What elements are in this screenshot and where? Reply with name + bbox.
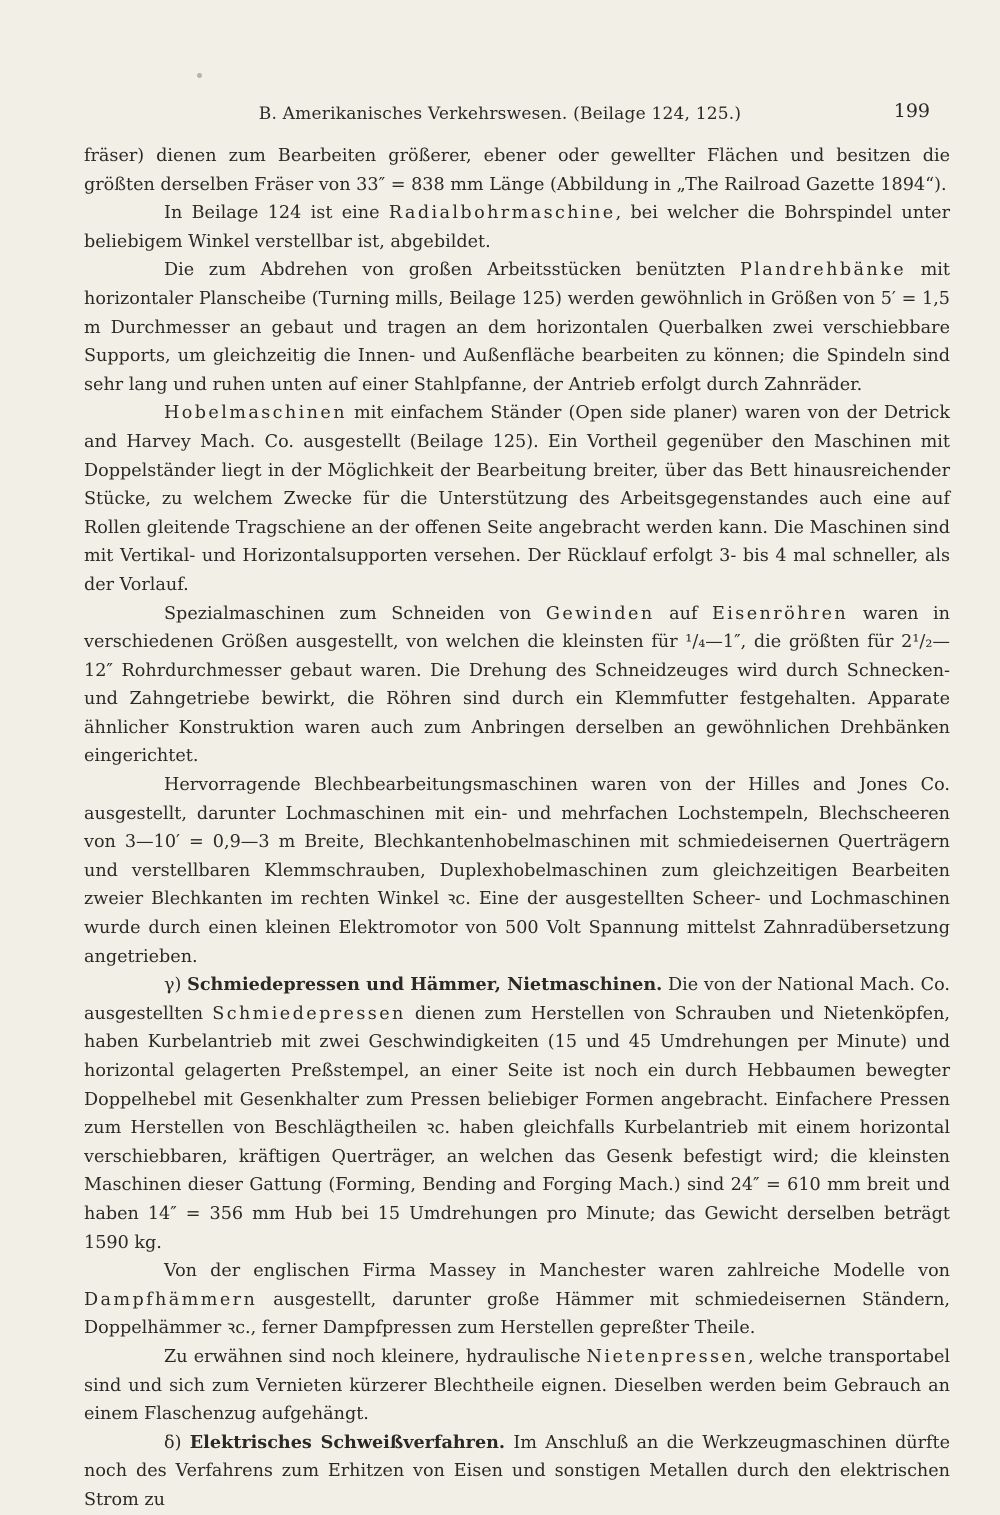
paragraph <box>84 1257 950 1343</box>
text-run: mit einfachem Ständer (Open side planer) waren von der Detrick and Harvey Mach. Co. ausgestellt (Beilage 125). Ein Vortheil gegenüber den Maschinen mit Doppelständer liegt in der Möglichkeit der Bearbeitung breiter, über das Bett hinausreichender Stücke, zu welchem Zwecke für die Unterstützung des Arbeitsgegenstandes auch eine auf Rollen gleitende Tragschiene an der offenen Seite angebracht werden kann. Die Maschinen sind mit Vertikal- und Horizontalsupporten versehen. Der Rücklauf erfolgt 3- bis 4 mal schneller, als der Vorlauf. <box>84 403 950 595</box>
text-run: Die zum Abdrehen von großen Arbeitsstücken benützten <box>164 260 740 281</box>
paragraph <box>84 199 950 256</box>
paragraph <box>84 142 950 199</box>
spaced-term: Dampfhämmern <box>84 1289 258 1310</box>
text-run: , bei welcher die Bohrspindel unter beliebigem Winkel verstellbar ist, abgebildet. <box>84 203 950 252</box>
text-run: Spezialmaschinen zum Schneiden von <box>164 603 546 624</box>
text-run: , welche transportabel sind und sich zum Vernieten kürzerer Blechtheile eignen. Dieselben werden beim Gebrauch an einem Flaschenzug aufgehängt. <box>84 1346 950 1425</box>
text-run: Zu erwähnen sind noch kleinere, hydraulische <box>164 1346 587 1367</box>
spaced-term: Gewinden <box>545 603 655 624</box>
text-run: In Beilage 124 ist eine <box>164 203 389 224</box>
spaced-term: Schmiedepressen <box>212 1003 406 1024</box>
spaced-term: Nietenpressen <box>586 1346 748 1367</box>
paragraph <box>84 1343 950 1429</box>
running-head: B. Amerikanisches Verkehrswesen. (Beilage 124, 125.) <box>258 104 742 124</box>
text-run: Von der englischen Firma Massey in Manchester waren zahlreiche Modelle von <box>164 1261 950 1282</box>
spaced-term: Eisenröhren <box>712 603 849 624</box>
spaced-term: Plandrehbänke <box>739 260 907 281</box>
paragraph <box>84 771 950 971</box>
paragraph <box>84 971 950 1257</box>
text-run: ausgestellt, darunter große Hämmer mit schmiedeisernen Ständern, Doppelhämmer ꝛc., ferner Dampfpressen zum Herstellen gepreßter Theile. <box>84 1289 950 1339</box>
spaced-term: Radialbohrmaschine <box>388 203 616 224</box>
page-header <box>0 100 1000 130</box>
page-number: 199 <box>893 100 930 122</box>
speck-mark <box>197 73 202 78</box>
text-run: γ) <box>164 975 188 996</box>
text-run: fräser) dienen zum Bearbeiten größerer, ebener oder gewellter Flächen und besitzen die größten derselben Fräser von 33″ = 838 mm Länge (Abbildung in „The Railroad Gazette 1894“). <box>84 146 950 195</box>
section-heading: Schmiedepressen und Hämmer, Nietmaschinen. <box>187 974 663 996</box>
spaced-term: Hobelmaschinen <box>164 403 347 424</box>
text-run: δ) <box>164 1432 190 1453</box>
body-text <box>84 142 950 1515</box>
text-run: waren in verschiedenen Größen ausgestellt, von welchen die kleinsten für ¹/₄—1″, die größten für 2¹/₂—12″ Rohrdurchmesser gebaut waren. Die Drehung des Schneidzeuges wird durch Schnecken- und Zahngetriebe bewirkt, die Röhren sind durch ein Klemmfutter festgehalten. Apparate ähnlicher Konstruktion waren auch zum Anbringen derselben an gewöhnlichen Drehbänken eingerichtet. <box>84 603 950 767</box>
text-run: mit horizontaler Planscheibe (Turning mills, Beilage 125) werden gewöhnlich in Größen von 5′ = 1,5 m Durchmesser an gebaut und tragen an dem horizontalen Querbalken zwei verschiebbare Supports, um gleichzeitig die Innen- und Außenfläche bearbeiten zu können; die Spindeln sind sehr lang und ruhen unten auf einer Stahlpfanne, der Antrieb erfolgt durch Zahnräder. <box>84 260 950 395</box>
paragraph <box>84 399 950 599</box>
paragraph <box>84 600 950 772</box>
section-heading: Elektrisches Schweißverfahren. <box>189 1431 506 1453</box>
text-run: Hervorragende Blechbearbeitungsmaschinen waren von der Hilles and Jones Co. ausgestellt, darunter Lochmaschinen mit ein- und mehrfachen Lochstempeln, Blechscheeren von 3—10′ = 0,9—3 m Breite, Blechkantenhobelmaschinen mit schmiedeisernen Querträgern und verstellbaren Klemmschrauben, Duplexhobelmaschinen zum gleichzeitigen Bearbeiten zweier Blechkanten im rechten Winkel ꝛc. Eine der ausgestellten Scheer- und Lochmaschinen wurde durch einen kleinen Elektromotor von 500 Volt Spannung mittelst Zahnradübersetzung angetrieben. <box>84 775 950 967</box>
text-run: Die von der National Mach. Co. ausgestellten <box>84 975 950 1024</box>
text-run: dienen zum Herstellen von Schrauben und Nietenköpfen, haben Kurbelantrieb mit zwei Geschwindigkeiten (15 und 45 Umdrehungen per Minute) und horizontal gelagerten Preßstempel, an einer Seite ist noch ein durch Hebbaumen bewegter Doppelhebel mit Gesenkhalter zum Pressen beliebiger Formen angebracht. Einfachere Pressen zum Herstellen von Beschlägtheilen ꝛc. haben gleichfalls Kurbelantrieb mit einem horizontal verschiebbaren, kräftigen Querträger, an welchen das Gesenk befestigt wird; die kleinsten Maschinen dieser Gattung (Forming, Bending and Forging Mach.) sind 24″ = 610 mm breit und haben 14″ = 356 mm Hub bei 15 Umdrehungen pro Minute; das Gewicht derselben beträgt 1590 kg. <box>84 1003 950 1253</box>
paragraph <box>84 256 950 399</box>
text-run: auf <box>654 603 713 624</box>
text-run: Im Anschluß an die Werkzeugmaschinen dürfte noch des Verfahrens zum Erhitzen von Eisen und sonstigen Metallen durch den elektrischen Strom zu <box>84 1432 950 1510</box>
paragraph <box>84 1429 950 1515</box>
